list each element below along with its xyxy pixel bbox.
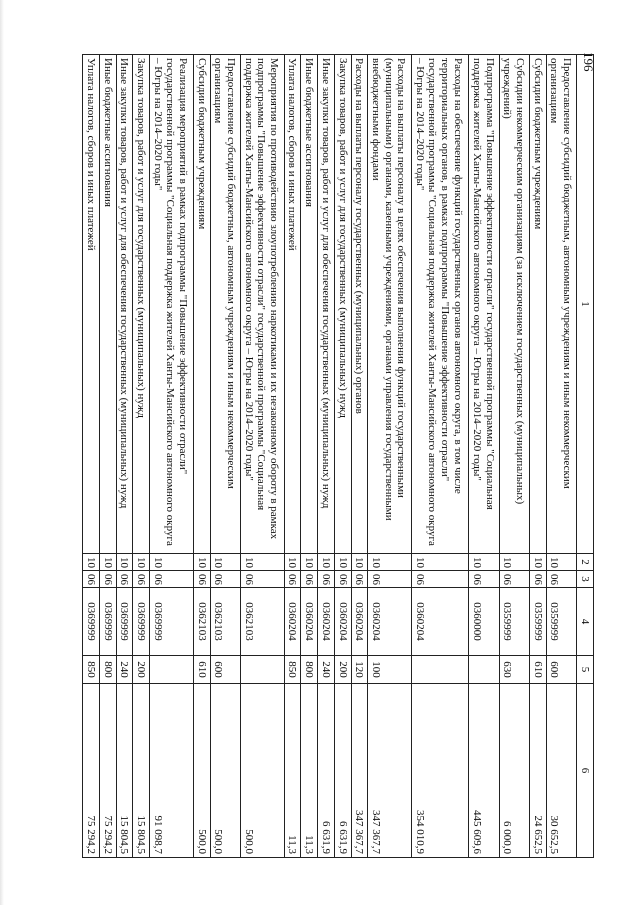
row-name-cell: Уплата налогов, сборов и иных платежей (83, 55, 100, 554)
table-row (469, 55, 499, 858)
page-number: 196 (581, 52, 596, 72)
row-amount-cell: 91 098,7 (150, 684, 194, 858)
row-section-cell: 10 (368, 554, 412, 571)
table-row (240, 55, 284, 858)
row-section-cell: 10 (412, 554, 469, 571)
table-row (530, 55, 547, 858)
row-amount-cell: 11,3 (301, 684, 318, 858)
row-amount-cell: 347 367,7 (368, 684, 412, 858)
row-target-article-cell: 0360204 (318, 588, 335, 656)
row-amount-cell: 75 294,2 (99, 684, 116, 858)
row-target-article-cell: 0360204 (301, 588, 318, 656)
table-row (99, 55, 116, 858)
row-subsection-cell: 06 (133, 571, 150, 588)
row-section-cell: 10 (133, 554, 150, 571)
row-name-cell: Иные закупки товаров, работ и услуг для обеспечения государственных (муниципальных) нужд (116, 55, 133, 554)
row-subsection-cell: 06 (368, 571, 412, 588)
row-target-article-cell: 0360204 (368, 588, 412, 656)
row-section-cell: 10 (499, 554, 529, 571)
row-amount-cell: 30 652,5 (546, 684, 576, 858)
row-expense-type-cell: 100 (368, 656, 412, 684)
row-name-cell: Расходы на выплаты персоналу в целях обеспечения выполнения функций государственными (муниципальными) органами, казенными учреждениями, органами управления государственными внебюджетными фондами (368, 55, 412, 554)
table-row (499, 55, 529, 858)
row-target-article-cell: 0360204 (284, 588, 301, 656)
row-subsection-cell: 06 (301, 571, 318, 588)
row-amount-cell: 15 804,5 (133, 684, 150, 858)
header-name-column: 1 (577, 55, 594, 554)
row-section-cell: 10 (99, 554, 116, 571)
row-amount-cell: 6 631,9 (334, 684, 351, 858)
row-expense-type-cell (469, 656, 499, 684)
row-expense-type-cell: 200 (334, 656, 351, 684)
row-expense-type-cell (240, 656, 284, 684)
row-name-cell: Предоставление субсидий бюджетным, автономным учреждениям и иным некоммерческим организациям (546, 55, 576, 554)
row-section-cell: 10 (83, 554, 100, 571)
row-amount-cell: 500,0 (240, 684, 284, 858)
row-subsection-cell: 06 (546, 571, 576, 588)
row-amount-cell: 347 367,7 (351, 684, 368, 858)
budget-table (82, 54, 594, 858)
table-row (284, 55, 301, 858)
row-expense-type-cell: 240 (318, 656, 335, 684)
row-section-cell: 10 (334, 554, 351, 571)
row-expense-type-cell: 240 (116, 656, 133, 684)
row-amount-cell: 15 804,5 (116, 684, 133, 858)
row-section-cell: 10 (284, 554, 301, 571)
row-subsection-cell: 06 (499, 571, 529, 588)
row-expense-type-cell: 120 (351, 656, 368, 684)
row-expense-type-cell: 610 (193, 656, 210, 684)
row-name-cell: Закупка товаров, работ и услуг для государственных (муниципальных) нужд (334, 55, 351, 554)
row-expense-type-cell: 800 (301, 656, 318, 684)
row-name-cell: Расходы на выплаты персоналу государственных (муниципальных) органов (351, 55, 368, 554)
row-target-article-cell: 0369999 (83, 588, 100, 656)
row-name-cell: Закупка товаров, работ и услуг для государственных (муниципальных) нужд (133, 55, 150, 554)
row-expense-type-cell (412, 656, 469, 684)
row-target-article-cell: 0359999 (530, 588, 547, 656)
row-amount-cell: 75 294,2 (83, 684, 100, 858)
row-section-cell: 10 (546, 554, 576, 571)
table-row (368, 55, 412, 858)
row-subsection-cell: 06 (210, 571, 240, 588)
row-target-article-cell: 0360204 (334, 588, 351, 656)
row-name-cell: Расходы на обеспечение функций государственных органов автономного округа, в том числе территориальных органов, в рамках подпрограммы "Повышение эффективности отрасли" государственной программы "Социальная поддержка жителей Ханты-Мансийского автономного округа – Югры на 2014–2020 годы" (412, 55, 469, 554)
row-subsection-cell: 06 (116, 571, 133, 588)
row-section-cell: 10 (351, 554, 368, 571)
row-name-cell: Субсидии бюджетным учреждениям (193, 55, 210, 554)
row-subsection-cell: 06 (83, 571, 100, 588)
row-target-article-cell: 0359999 (546, 588, 576, 656)
row-section-cell: 10 (301, 554, 318, 571)
row-name-cell: Подпрограмма "Повышение эффективности отрасли" государственной программы "Социальная поддержка жителей Ханты-Мансийского автономного округа – Югры на 2014–2020 годы" (469, 55, 499, 554)
table-row (546, 55, 576, 858)
row-target-article-cell: 0360204 (351, 588, 368, 656)
row-expense-type-cell: 850 (284, 656, 301, 684)
table-row (318, 55, 335, 858)
table-header-row (577, 55, 594, 858)
row-name-cell: Реализация мероприятий в рамках подпрограммы "Повышение эффективности отрасли" государственной программы "Социальная поддержка жителей Ханты-Мансийского автономного округа – Югры на 2014–2020 годы" (150, 55, 194, 554)
row-name-cell: Предоставление субсидий бюджетным, автономным учреждениям и иным некоммерческим организациям (210, 55, 240, 554)
row-target-article-cell: 0360204 (412, 588, 469, 656)
row-amount-cell: 6 000,0 (499, 684, 529, 858)
table-row (210, 55, 240, 858)
row-target-article-cell: 0369999 (116, 588, 133, 656)
row-section-cell: 10 (150, 554, 194, 571)
row-target-article-cell: 0369999 (99, 588, 116, 656)
row-subsection-cell: 06 (318, 571, 335, 588)
scan-edge (0, 0, 4, 905)
row-expense-type-cell: 800 (99, 656, 116, 684)
header-target-article-column: 4 (577, 588, 594, 656)
row-subsection-cell: 06 (240, 571, 284, 588)
header-subsection-column: 3 (577, 571, 594, 588)
row-amount-cell: 500,0 (193, 684, 210, 858)
row-target-article-cell: 0359999 (499, 588, 529, 656)
row-expense-type-cell (150, 656, 194, 684)
row-name-cell: Субсидии бюджетным учреждениям (530, 55, 547, 554)
table-row (334, 55, 351, 858)
row-amount-cell: 6 631,9 (318, 684, 335, 858)
row-name-cell: Иные закупки товаров, работ и услуг для обеспечения государственных (муниципальных) нужд (318, 55, 335, 554)
row-expense-type-cell: 200 (133, 656, 150, 684)
table-row (351, 55, 368, 858)
row-expense-type-cell: 610 (530, 656, 547, 684)
row-subsection-cell: 06 (99, 571, 116, 588)
row-expense-type-cell: 600 (546, 656, 576, 684)
table-row (133, 55, 150, 858)
row-section-cell: 10 (116, 554, 133, 571)
table-row (412, 55, 469, 858)
row-target-article-cell: 0360000 (469, 588, 499, 656)
row-subsection-cell: 06 (334, 571, 351, 588)
row-section-cell: 10 (318, 554, 335, 571)
row-subsection-cell: 06 (193, 571, 210, 588)
row-target-article-cell: 0369999 (150, 588, 194, 656)
header-amount-column: 6 (577, 684, 594, 858)
table-row (150, 55, 194, 858)
row-amount-cell: 11,3 (284, 684, 301, 858)
row-amount-cell: 24 652,5 (530, 684, 547, 858)
row-name-cell: Иные бюджетные ассигнования (99, 55, 116, 554)
row-expense-type-cell: 850 (83, 656, 100, 684)
row-target-article-cell: 0369999 (133, 588, 150, 656)
row-name-cell: Субсидии некоммерческим организациям (за исключением государственных (муниципальных) учреждений) (499, 55, 529, 554)
row-subsection-cell: 06 (412, 571, 469, 588)
row-expense-type-cell: 600 (210, 656, 240, 684)
row-section-cell: 10 (193, 554, 210, 571)
row-target-article-cell: 0362103 (210, 588, 240, 656)
table-row (193, 55, 210, 858)
header-expense-type-column: 5 (577, 656, 594, 684)
row-subsection-cell: 06 (284, 571, 301, 588)
row-expense-type-cell: 630 (499, 656, 529, 684)
row-target-article-cell: 0362103 (240, 588, 284, 656)
row-subsection-cell: 06 (530, 571, 547, 588)
header-section-column: 2 (577, 554, 594, 571)
row-subsection-cell: 06 (469, 571, 499, 588)
row-amount-cell: 354 010,9 (412, 684, 469, 858)
row-name-cell: Уплата налогов, сборов и иных платежей (284, 55, 301, 554)
row-subsection-cell: 06 (351, 571, 368, 588)
row-section-cell: 10 (210, 554, 240, 571)
row-target-article-cell: 0362103 (193, 588, 210, 656)
table-row (83, 55, 100, 858)
row-subsection-cell: 06 (150, 571, 194, 588)
row-section-cell: 10 (240, 554, 284, 571)
table-row (301, 55, 318, 858)
budget-table-container (82, 54, 594, 857)
table-body (83, 55, 577, 858)
row-name-cell: Иные бюджетные ассигнования (301, 55, 318, 554)
row-section-cell: 10 (469, 554, 499, 571)
row-amount-cell: 500,0 (210, 684, 240, 858)
row-name-cell: Мероприятия по противодействию злоупотреблению наркотиками и их незаконному обороту в рамках подпрограммы "Повышение эффективности отрасли" государственной программы "Социальная поддержка жителей Ханты-Мансийского автономного округа – Югры на 2014–2020 годы" (240, 55, 284, 554)
table-row (116, 55, 133, 858)
row-section-cell: 10 (530, 554, 547, 571)
row-amount-cell: 445 609,6 (469, 684, 499, 858)
